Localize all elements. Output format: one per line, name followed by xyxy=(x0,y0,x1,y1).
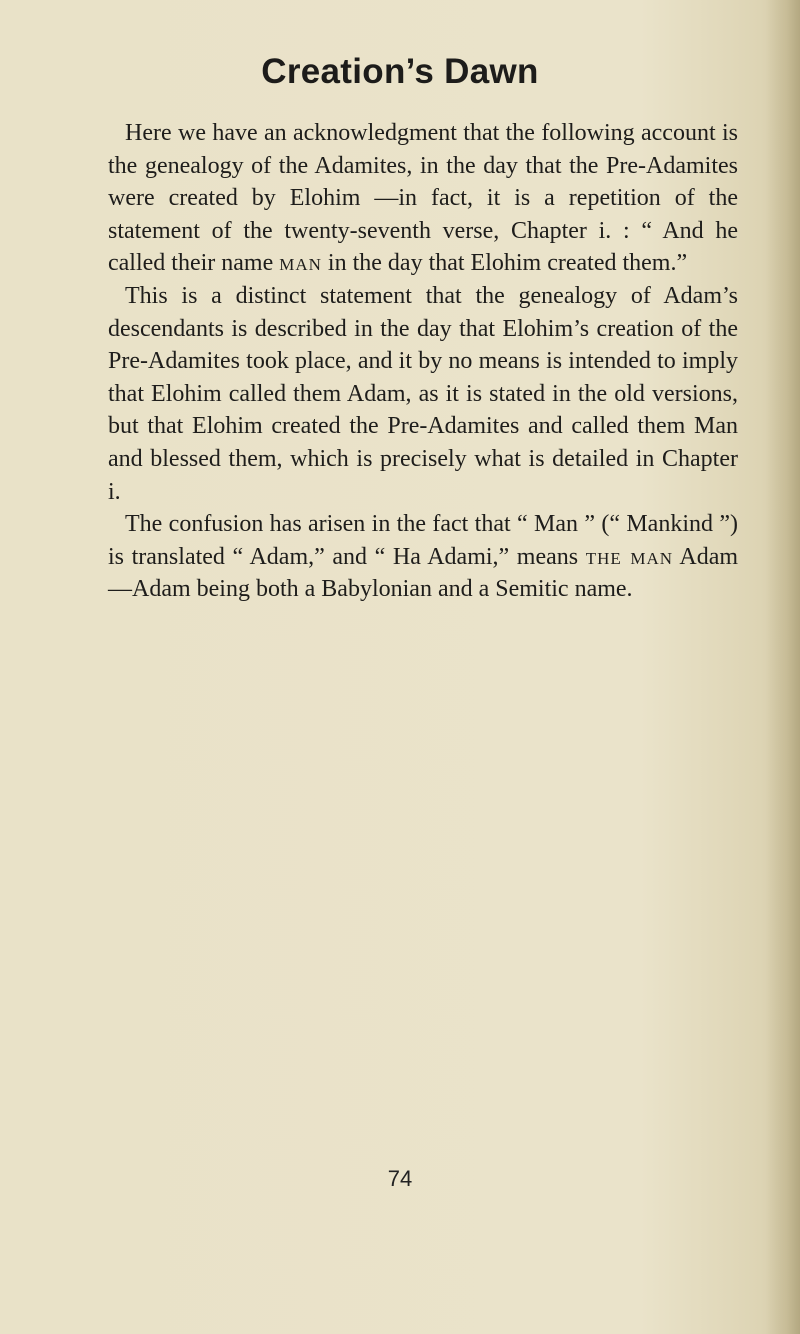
paragraph-1 xyxy=(108,117,738,280)
paragraph-3-text-a: The confusion has arisen in the fact that “ Man ” (“ Mankind ”) is translated “ Adam,” and “ Ha Adami,” means xyxy=(108,511,738,570)
paragraph-1-text-b: in the day that Elohim created them.” xyxy=(321,250,688,277)
body-text xyxy=(108,117,738,606)
paragraph-2: This is a distinct statement that the genealogy of Adam’s descendants is described in the day that Elohim’s creation of the Pre-Adamites took place, and it by no means is intended to imply that Elohim called them Adam, as it is stated in the old versions, but that Elohim created the Pre-Adamites and called them Man and blessed them, which is precisely what is detailed in Chapter i. xyxy=(108,282,738,505)
paragraph-3 xyxy=(108,508,738,606)
paragraph-1-text-a: Here we have an acknowledgment that the following account is the genealogy of the Adamites, in the day that the Pre-Adamites were created by Elohim —in fact, it is a repetition of the statement of the twenty-seventh verse, Chapter i. : “ And he called their name xyxy=(108,120,738,277)
small-caps-the-man: the man xyxy=(585,543,674,570)
page-number: 74 xyxy=(387,1166,413,1191)
page-edge-shadow xyxy=(766,0,800,1334)
running-head: Creation’s Dawn xyxy=(261,52,539,91)
small-caps-man: man xyxy=(279,250,322,277)
paragraph-3-text-b: Adam—Adam being both a Babylonian and a Semitic name. xyxy=(108,543,739,603)
